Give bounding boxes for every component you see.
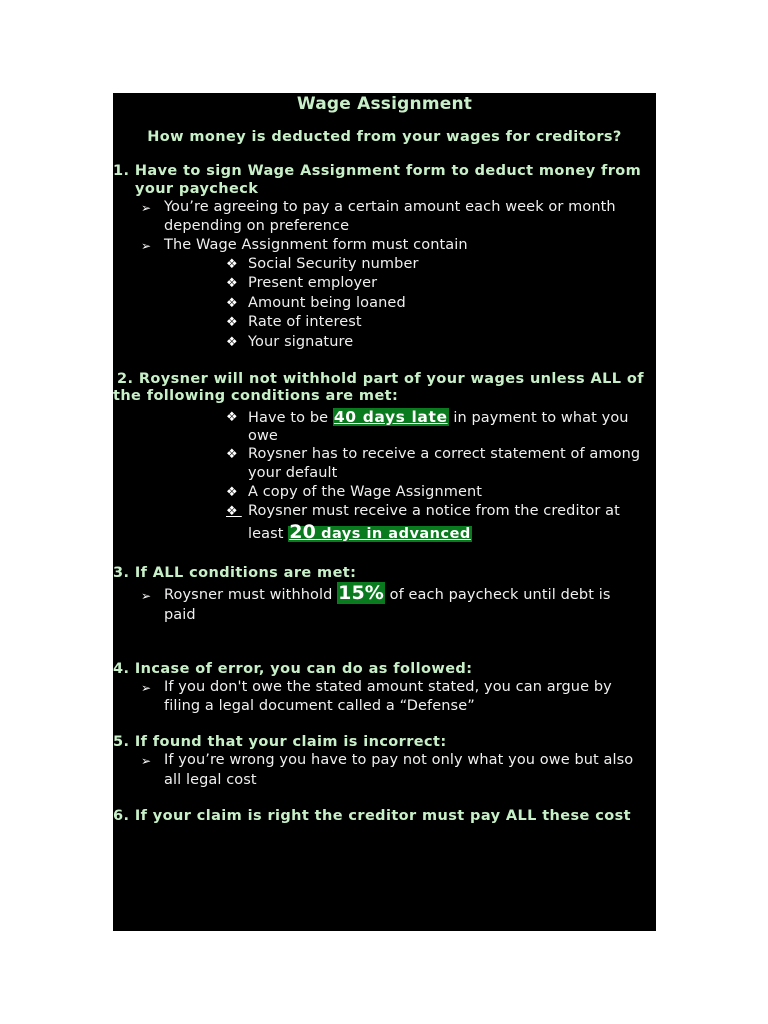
condition-1-cont: owe — [248, 428, 278, 444]
section-1-heading-cont: your paycheck — [135, 181, 259, 197]
condition-3: A copy of the Wage Assignment — [248, 484, 483, 500]
section-4-bullet-1: If you don't owe the stated amount stated, you can argue by — [164, 679, 612, 695]
page-subtitle: How money is deducted from your wages for creditors? — [147, 129, 622, 145]
section-3-heading: 3. If ALL conditions are met: — [113, 565, 357, 581]
condition-4: Roysner must receive a notice from the creditor at — [248, 503, 620, 519]
condition-4-cont — [248, 523, 472, 544]
list-item: Present employer — [248, 275, 378, 291]
diamond-bullet-icon: ❖ — [226, 335, 238, 350]
section-1-bullet-1: You’re agreeing to pay a certain amount each week or month — [164, 199, 616, 215]
arrow-bullet-icon: ➢ — [141, 201, 152, 215]
diamond-bullet-icon: ❖ — [226, 504, 242, 519]
list-item: Rate of interest — [248, 314, 362, 330]
list-item: Social Security number — [248, 256, 419, 272]
diamond-bullet-icon: ❖ — [226, 315, 238, 330]
section-5-bullet-1-cont: all legal cost — [164, 772, 257, 788]
section-5-bullet-1: If you’re wrong you have to pay not only what you owe but also — [164, 752, 634, 768]
arrow-bullet-icon: ➢ — [141, 754, 152, 768]
section-2-heading: 2. Roysner will not withhold part of your wages unless ALL of — [117, 371, 644, 387]
document-page — [113, 93, 656, 931]
condition-1-text: Have to be — [248, 410, 329, 426]
page-title: Wage Assignment — [296, 94, 473, 114]
arrow-bullet-icon: ➢ — [141, 239, 152, 253]
diamond-bullet-icon: ❖ — [226, 447, 238, 462]
diamond-bullet-icon: ❖ — [226, 485, 238, 500]
section-4-bullet-1-cont: filing a legal document called a “Defense” — [164, 698, 475, 714]
condition-2: Roysner has to receive a correct statement of among — [248, 446, 641, 462]
list-item: Amount being loaned — [248, 295, 406, 311]
section-3-bullet-1 — [164, 584, 611, 605]
diamond-bullet-icon: ❖ — [226, 257, 238, 272]
section-3-bullet-1-cont: paid — [164, 607, 196, 623]
diamond-bullet-icon: ❖ — [226, 296, 238, 311]
section-5-heading: 5. If found that your claim is incorrect: — [113, 734, 447, 750]
arrow-bullet-icon: ➢ — [141, 681, 152, 695]
section-1-heading: 1. Have to sign Wage Assignment form to deduct money from — [113, 163, 642, 179]
section-1-bullet-1-cont: depending on preference — [164, 218, 350, 234]
highlight-20: 20 — [289, 521, 316, 543]
highlight-40-days-late: 40 days late — [333, 408, 448, 426]
condition-2-cont: your default — [248, 465, 338, 481]
diamond-bullet-icon: ❖ — [226, 410, 238, 425]
section-4-heading: 4. Incase of error, you can do as followed: — [113, 661, 473, 677]
withhold-text-after: of each paycheck until debt is — [389, 587, 611, 603]
highlight-20-days — [288, 521, 472, 543]
condition-4-least: least — [248, 526, 284, 542]
arrow-bullet-icon: ➢ — [141, 589, 152, 603]
list-item: Your signature — [248, 334, 354, 350]
highlight-15-percent: 15% — [338, 582, 384, 604]
withhold-text: Roysner must withhold — [164, 587, 333, 603]
section-6-heading: 6. If your claim is right the creditor must pay ALL these cost — [113, 808, 631, 824]
section-1-bullet-2: The Wage Assignment form must contain — [164, 237, 468, 253]
highlight-days-in-advanced: days in advanced — [321, 526, 471, 542]
section-2-heading-cont: the following conditions are met: — [113, 388, 399, 404]
condition-1 — [248, 408, 629, 428]
diamond-bullet-icon: ❖ — [226, 276, 238, 291]
condition-1-text-after: in payment to what you — [453, 410, 629, 426]
